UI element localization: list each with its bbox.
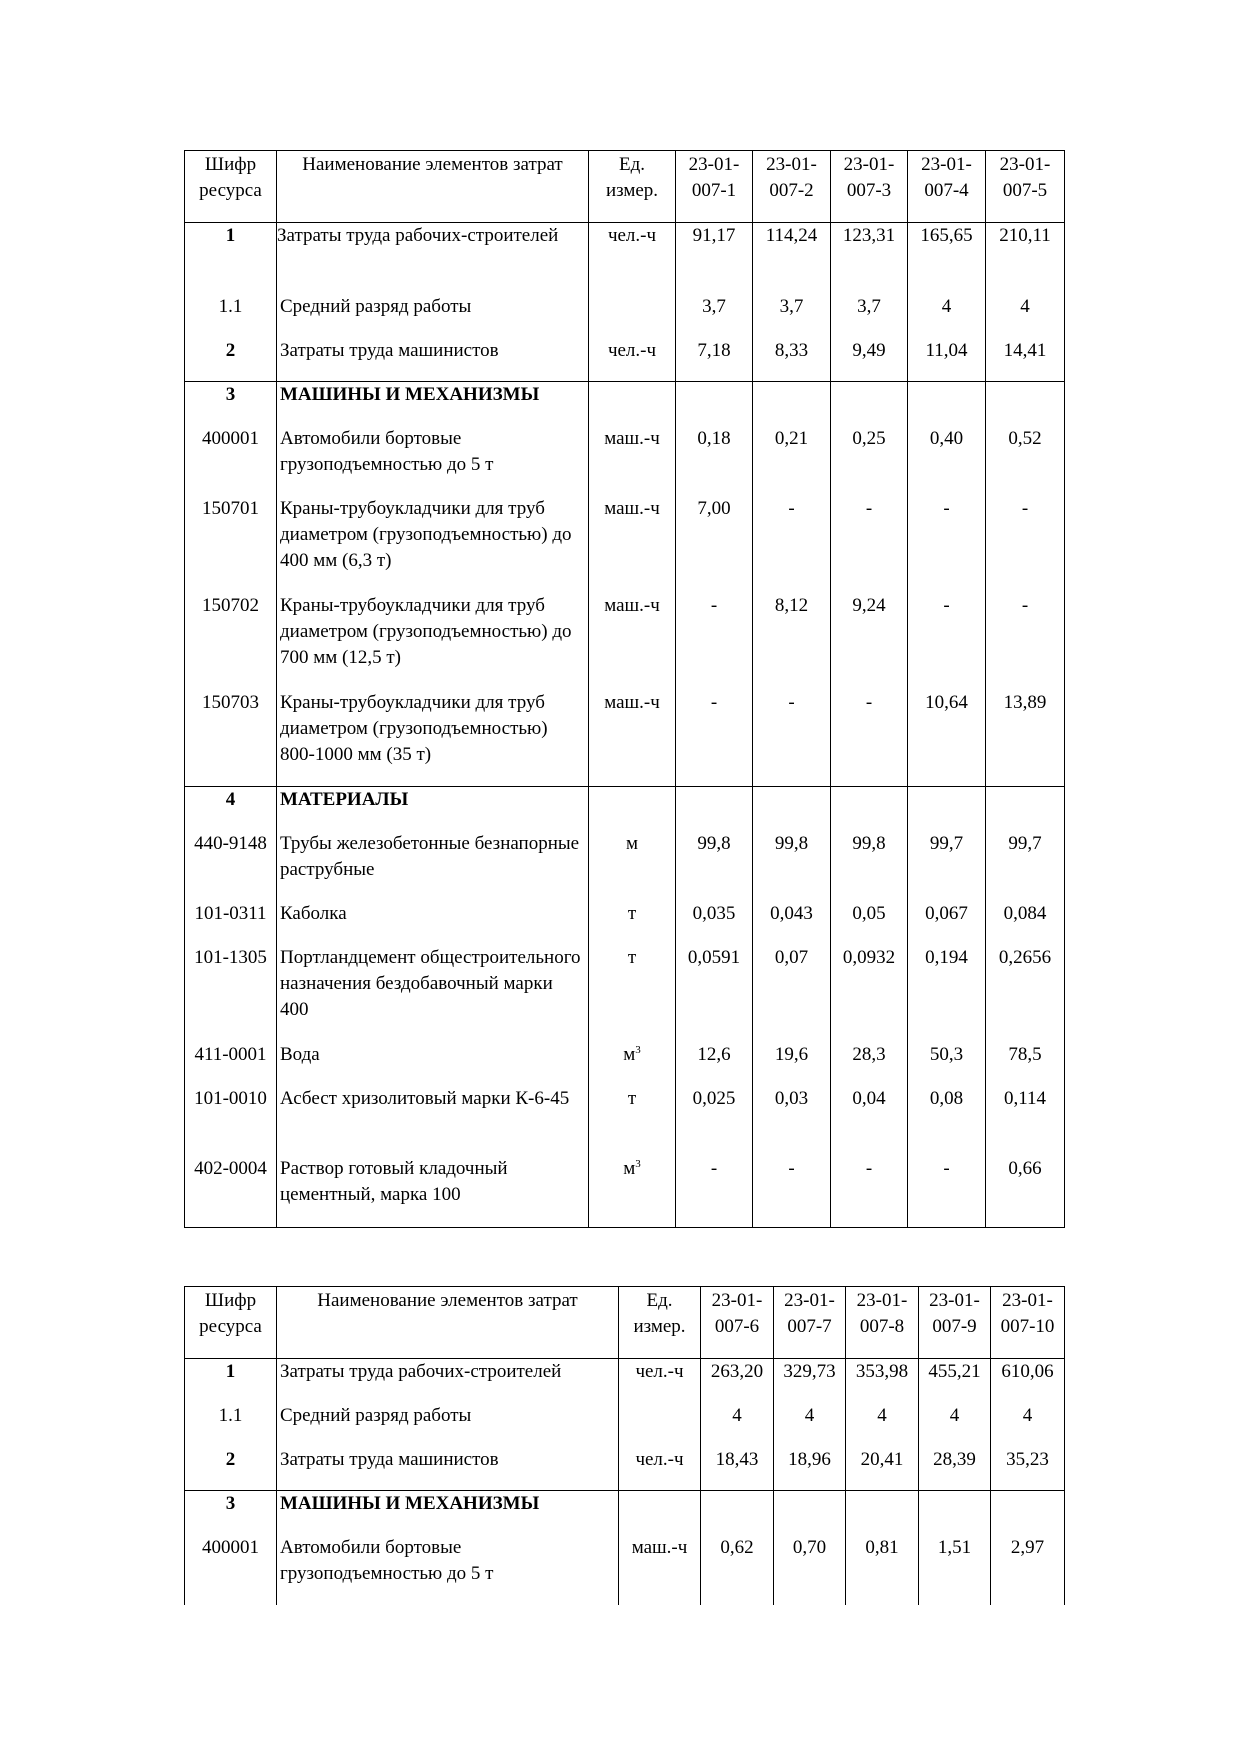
row-unit: чел.-ч [589, 223, 676, 294]
row-value [908, 382, 986, 426]
row-value: 0,66 [986, 1156, 1065, 1228]
header-col: 23-01-007-3 [831, 151, 908, 223]
row-value: 0,084 [986, 901, 1065, 945]
row-value: 78,5 [986, 1042, 1065, 1086]
row-value [919, 1491, 991, 1535]
header-code: Шифр ресурса [185, 151, 277, 223]
resource-table-1 [184, 150, 1065, 1228]
row-code: 101-0311 [185, 901, 277, 945]
header-col: 23-01-007-7 [774, 1287, 846, 1359]
table-row [185, 1535, 1065, 1605]
section-row [185, 1491, 1065, 1535]
section-row [185, 382, 1065, 426]
table-row [185, 338, 1065, 382]
row-value: - [908, 496, 986, 593]
row-value: - [908, 593, 986, 690]
table-row [185, 1403, 1065, 1447]
header-col: 23-01-007-2 [753, 151, 831, 223]
row-code: 1 [185, 223, 277, 294]
row-unit: чел.-ч [589, 338, 676, 382]
row-name: Затраты труда машинистов [277, 1447, 619, 1491]
row-value: - [676, 593, 753, 690]
row-value [831, 787, 908, 831]
row-name: Раствор готовый кладочный цементный, марка 100 [277, 1156, 589, 1228]
row-value [676, 382, 753, 426]
row-value: 3,7 [831, 294, 908, 338]
row-value: 0,18 [676, 426, 753, 496]
row-unit: чел.-ч [619, 1359, 701, 1403]
row-value: 99,7 [908, 831, 986, 901]
row-value: 0,70 [774, 1535, 846, 1605]
row-unit: маш.-ч [619, 1535, 701, 1605]
header-col: 23-01-007-5 [986, 151, 1065, 223]
row-unit: чел.-ч [619, 1447, 701, 1491]
row-unit: т [589, 1086, 676, 1156]
row-unit [589, 1042, 676, 1086]
row-value: - [831, 1156, 908, 1228]
row-value: 353,98 [846, 1359, 919, 1403]
row-value: 1,51 [919, 1535, 991, 1605]
row-value: - [831, 496, 908, 593]
row-value: 18,43 [701, 1447, 774, 1491]
row-value: 9,24 [831, 593, 908, 690]
row-code: 150702 [185, 593, 277, 690]
table-row [185, 945, 1065, 1042]
row-value: - [676, 1156, 753, 1228]
row-value: 263,20 [701, 1359, 774, 1403]
row-unit [589, 1156, 676, 1228]
row-name: Портландцемент общестроительного назначения бездобавочный марки 400 [277, 945, 589, 1042]
row-name: Средний разряд работы [277, 294, 589, 338]
row-name: Средний разряд работы [277, 1403, 619, 1447]
row-value: 455,21 [919, 1359, 991, 1403]
row-value: 0,0932 [831, 945, 908, 1042]
row-unit: т [589, 945, 676, 1042]
row-value [774, 1491, 846, 1535]
row-value: 0,035 [676, 901, 753, 945]
table-row [185, 690, 1065, 787]
row-name: Автомобили бортовые грузоподъемностью до 5 т [277, 426, 589, 496]
header-col: 23-01-007-6 [701, 1287, 774, 1359]
row-value: 0,08 [908, 1086, 986, 1156]
row-code: 3 [185, 382, 277, 426]
row-value: 2,97 [991, 1535, 1065, 1605]
row-code: 1.1 [185, 294, 277, 338]
row-value: - [986, 496, 1065, 593]
header-name: Наименование элементов затрат [277, 1287, 619, 1359]
row-value [701, 1491, 774, 1535]
row-value [986, 382, 1065, 426]
row-code: 1.1 [185, 1403, 277, 1447]
row-value: 4 [846, 1403, 919, 1447]
header-col: 23-01-007-4 [908, 151, 986, 223]
row-value: 4 [908, 294, 986, 338]
row-value: - [753, 496, 831, 593]
table-row [185, 1086, 1065, 1156]
row-code: 402-0004 [185, 1156, 277, 1228]
row-value: 0,043 [753, 901, 831, 945]
header-code: Шифр ресурса [185, 1287, 277, 1359]
row-value: 28,39 [919, 1447, 991, 1491]
row-value: 0,05 [831, 901, 908, 945]
row-value: 0,067 [908, 901, 986, 945]
table-row [185, 593, 1065, 690]
row-value: 99,7 [986, 831, 1065, 901]
row-value [991, 1491, 1065, 1535]
table-row [185, 223, 1065, 294]
row-unit [589, 382, 676, 426]
row-value: 35,23 [991, 1447, 1065, 1491]
row-value: 99,8 [753, 831, 831, 901]
row-value: 0,2656 [986, 945, 1065, 1042]
row-value: - [831, 690, 908, 787]
row-value: 0,03 [753, 1086, 831, 1156]
table-header-row [185, 1287, 1065, 1359]
row-value: 0,25 [831, 426, 908, 496]
table-row [185, 901, 1065, 945]
row-value: 99,8 [676, 831, 753, 901]
table-header-row [185, 151, 1065, 223]
row-value: 3,7 [676, 294, 753, 338]
row-code: 2 [185, 338, 277, 382]
row-value: 28,3 [831, 1042, 908, 1086]
unit-exponent: 3 [635, 1157, 641, 1170]
row-value: 0,81 [846, 1535, 919, 1605]
row-name: Каболка [277, 901, 589, 945]
table-row [185, 426, 1065, 496]
header-col: 23-01-007-10 [991, 1287, 1065, 1359]
section-title: МАШИНЫ И МЕХАНИЗМЫ [277, 382, 589, 426]
row-value: 7,18 [676, 338, 753, 382]
row-unit: маш.-ч [589, 496, 676, 593]
table-row [185, 1359, 1065, 1403]
row-code: 411-0001 [185, 1042, 277, 1086]
row-value: - [908, 1156, 986, 1228]
row-name: Краны-трубоукладчики для труб диаметром (грузоподъемностью) 800-1000 мм (35 т) [277, 690, 589, 787]
header-col: 23-01-007-9 [919, 1287, 991, 1359]
row-value: 11,04 [908, 338, 986, 382]
row-value: 0,0591 [676, 945, 753, 1042]
section-title: МАШИНЫ И МЕХАНИЗМЫ [277, 1491, 619, 1535]
row-value: 0,21 [753, 426, 831, 496]
row-value: 4 [774, 1403, 846, 1447]
section-row [185, 787, 1065, 831]
header-col: 23-01-007-1 [676, 151, 753, 223]
row-value: 8,12 [753, 593, 831, 690]
row-value: 0,07 [753, 945, 831, 1042]
table-row [185, 496, 1065, 593]
header-unit: Ед. измер. [619, 1287, 701, 1359]
row-unit: м [589, 831, 676, 901]
row-value: 0,025 [676, 1086, 753, 1156]
row-name: Затраты труда рабочих-строителей [277, 1359, 619, 1403]
row-value [831, 382, 908, 426]
row-value: - [676, 690, 753, 787]
row-name: Вода [277, 1042, 589, 1086]
row-value: - [986, 593, 1065, 690]
row-value: 0,194 [908, 945, 986, 1042]
header-col: 23-01-007-8 [846, 1287, 919, 1359]
row-value: 18,96 [774, 1447, 846, 1491]
row-code: 101-0010 [185, 1086, 277, 1156]
row-value: - [753, 1156, 831, 1228]
row-value: 13,89 [986, 690, 1065, 787]
row-value [676, 787, 753, 831]
row-value: 0,114 [986, 1086, 1065, 1156]
header-unit: Ед. измер. [589, 151, 676, 223]
row-value: 19,6 [753, 1042, 831, 1086]
row-value: 123,31 [831, 223, 908, 294]
row-value: 0,52 [986, 426, 1065, 496]
row-value [986, 787, 1065, 831]
row-name: Асбест хризолитовый марки К-6-45 [277, 1086, 589, 1156]
row-code: 150703 [185, 690, 277, 787]
unit-exponent: 3 [635, 1043, 641, 1056]
row-value: 210,11 [986, 223, 1065, 294]
row-code: 400001 [185, 426, 277, 496]
row-value: 329,73 [774, 1359, 846, 1403]
row-name: Трубы железобетонные безнапорные раструбные [277, 831, 589, 901]
row-value: 4 [991, 1403, 1065, 1447]
row-name: Затраты труда рабочих-строителей [277, 223, 589, 294]
table-row [185, 1447, 1065, 1491]
row-value: 4 [919, 1403, 991, 1447]
row-name: Краны-трубоукладчики для труб диаметром (грузоподъемностью) до 700 мм (12,5 т) [277, 593, 589, 690]
row-code: 440-9148 [185, 831, 277, 901]
row-value: 14,41 [986, 338, 1065, 382]
row-name: Краны-трубоукладчики для труб диаметром (грузоподъемностью) до 400 мм (6,3 т) [277, 496, 589, 593]
row-unit [589, 787, 676, 831]
row-value: 8,33 [753, 338, 831, 382]
row-unit [619, 1491, 701, 1535]
row-unit [589, 294, 676, 338]
row-unit: маш.-ч [589, 426, 676, 496]
row-code: 1 [185, 1359, 277, 1403]
header-name: Наименование элементов затрат [277, 151, 589, 223]
unit-base: м [623, 1043, 636, 1065]
row-value: 10,64 [908, 690, 986, 787]
row-code: 3 [185, 1491, 277, 1535]
row-name: Затраты труда машинистов [277, 338, 589, 382]
row-value: - [753, 690, 831, 787]
row-value [846, 1491, 919, 1535]
table-row [185, 831, 1065, 901]
row-code: 2 [185, 1447, 277, 1491]
row-value [753, 382, 831, 426]
row-value: 0,62 [701, 1535, 774, 1605]
row-code: 150701 [185, 496, 277, 593]
table-row [185, 294, 1065, 338]
table-row [185, 1042, 1065, 1086]
row-code: 4 [185, 787, 277, 831]
row-value: 20,41 [846, 1447, 919, 1491]
row-value: 4 [701, 1403, 774, 1447]
row-value: 50,3 [908, 1042, 986, 1086]
row-value: 3,7 [753, 294, 831, 338]
row-unit: т [589, 901, 676, 945]
row-name: Автомобили бортовые грузоподъемностью до 5 т [277, 1535, 619, 1605]
row-value: 165,65 [908, 223, 986, 294]
section-title: МАТЕРИАЛЫ [277, 787, 589, 831]
row-value: 12,6 [676, 1042, 753, 1086]
row-code: 101-1305 [185, 945, 277, 1042]
row-value [753, 787, 831, 831]
row-value: 7,00 [676, 496, 753, 593]
resource-table-2 [184, 1286, 1065, 1605]
row-value: 0,40 [908, 426, 986, 496]
table-row [185, 1156, 1065, 1228]
row-value: 99,8 [831, 831, 908, 901]
row-value: 0,04 [831, 1086, 908, 1156]
row-unit: маш.-ч [589, 690, 676, 787]
row-value: 114,24 [753, 223, 831, 294]
row-value: 9,49 [831, 338, 908, 382]
row-code: 400001 [185, 1535, 277, 1605]
row-value [908, 787, 986, 831]
row-unit: маш.-ч [589, 593, 676, 690]
unit-base: м [623, 1157, 636, 1179]
row-value: 91,17 [676, 223, 753, 294]
row-value: 610,06 [991, 1359, 1065, 1403]
row-unit [619, 1403, 701, 1447]
row-value: 4 [986, 294, 1065, 338]
